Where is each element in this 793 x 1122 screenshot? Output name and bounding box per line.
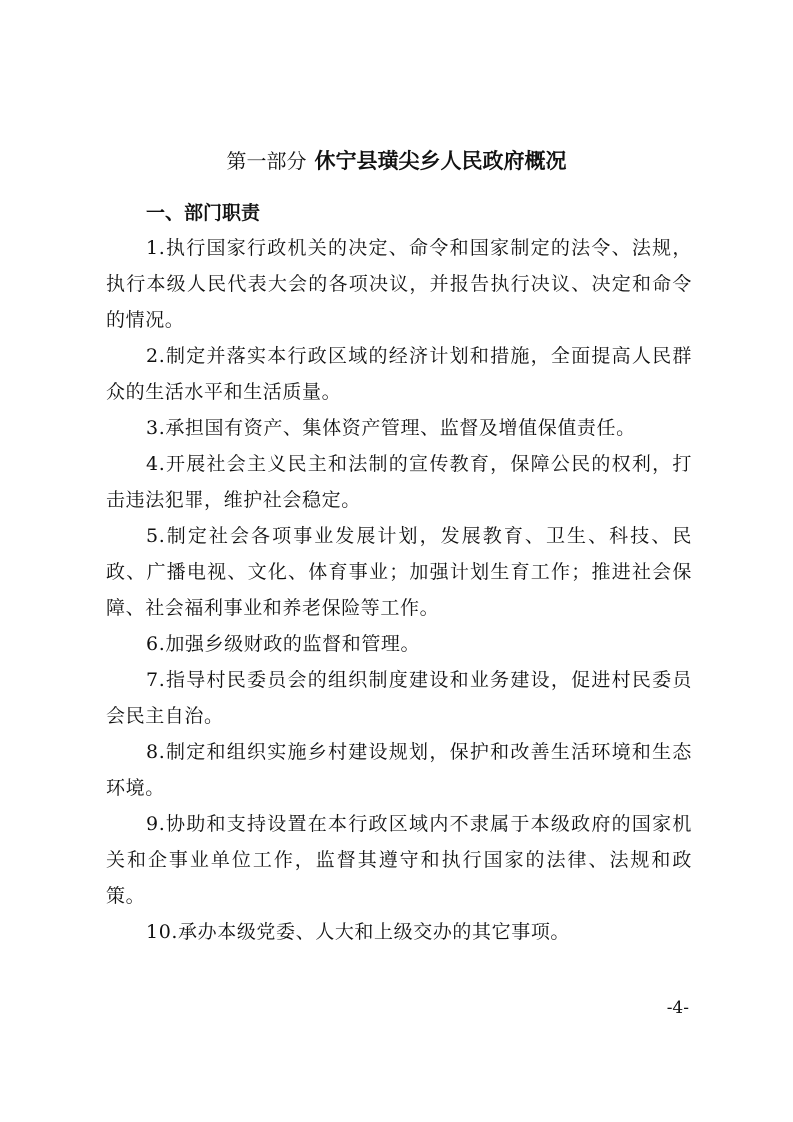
duty-paragraph-2: 2.制定并落实本行政区域的经济计划和措施，全面提高人民群众的生活水平和生活质量。 xyxy=(106,345,692,403)
duty-paragraph-1: 1.执行国家行政机关的决定、命令和国家制定的法令、法规，执行本级人民代表大会的各项决议，并报告执行决议、决定和命令的情况。 xyxy=(106,237,692,331)
title-org-name: 休宁县璜尖乡人民政府概况 xyxy=(314,149,567,173)
duty-paragraph-5: 5.制定社会各项事业发展计划，发展教育、卫生、科技、民政、广播电视、文化、体育事业；加强计划生育工作；推进社会保障、社会福利事业和养老保险等工作。 xyxy=(106,525,692,619)
duty-paragraph-8: 8.制定和组织实施乡村建设规划，保护和改善生活环境和生态环境。 xyxy=(106,741,692,799)
duty-paragraph-4: 4.开展社会主义民主和法制的宣传教育，保障公民的权利，打击违法犯罪，维护社会稳定。 xyxy=(106,453,692,511)
duty-paragraph-9: 9.协助和支持设置在本行政区域内不隶属于本级政府的国家机关和企事业单位工作，监督其遵守和执行国家的法律、法规和政策。 xyxy=(106,813,692,907)
duties-list xyxy=(106,230,692,950)
duty-paragraph-7: 7.指导村民委员会的组织制度建设和业务建设，促进村民委员会民主自治。 xyxy=(106,669,692,727)
page-number: -4- xyxy=(666,998,689,1018)
page-title xyxy=(0,146,793,176)
duty-paragraph-6: 6.加强乡级财政的监督和管理。 xyxy=(146,633,421,655)
duty-paragraph-3: 3.承担国有资产、集体资产管理、监督及增值保值责任。 xyxy=(146,417,636,439)
title-part-label: 第一部分 xyxy=(226,149,307,173)
duty-paragraph-10: 10.承办本级党委、人大和上级交办的其它事项。 xyxy=(146,921,571,943)
section-heading: 一、部门职责 xyxy=(146,202,261,224)
